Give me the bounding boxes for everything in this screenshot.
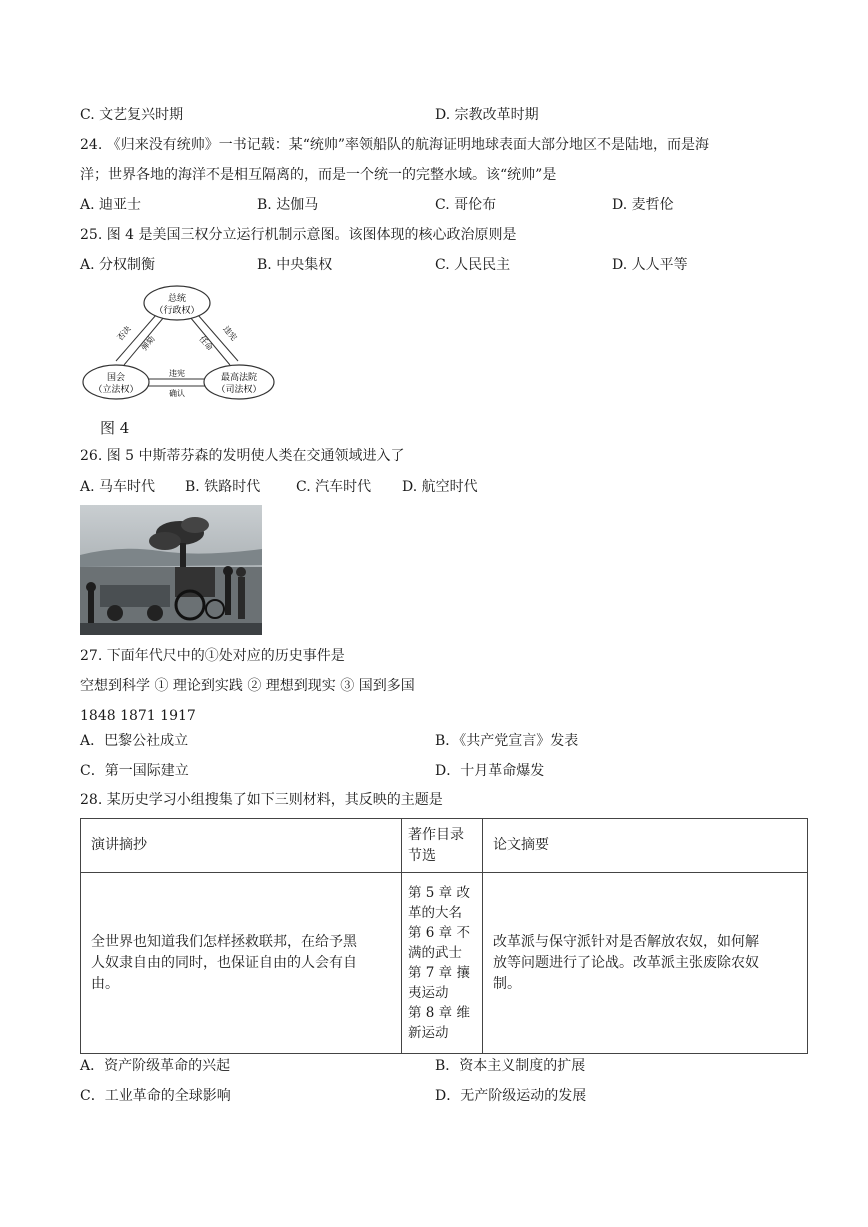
edge-label-veto: 否决 — [115, 324, 133, 343]
abstract-line-3: 制。 — [493, 975, 521, 992]
q26-option-d: D. 航空时代 — [402, 479, 478, 495]
abstract-line-2: 放等问题进行了论战。改革派主张废除农奴 — [493, 954, 759, 971]
edge-label-unconstitutional-right: 违宪 — [221, 324, 239, 343]
contents-line-3: 第 6 章 不 — [408, 925, 470, 941]
q26-option-b: B. 铁路时代 — [185, 479, 261, 495]
separation-of-powers-diagram — [78, 283, 278, 408]
contents-line-2: 革的大名 — [408, 905, 462, 921]
node-court-line1: 最高法院 — [220, 373, 258, 383]
edge-label-appoint: 任命 — [197, 334, 215, 353]
speech-line-1: 全世界也知道我们怎样拯救联邦，在给予黑 — [91, 933, 357, 950]
q27-option-b: B．《共产党宣言》发表 — [435, 733, 579, 749]
q24-option-c: C. 哥伦布 — [435, 197, 497, 213]
header-book-contents-line1: 著作目录 — [408, 826, 464, 843]
abstract-line-1: 改革派与保守派针对是否解放农奴，如何解 — [493, 933, 759, 950]
q26-stem: 26. 图 5 中斯蒂芬森的发明使人类在交通领域进入了 — [80, 448, 405, 464]
q28-stem: 28. 某历史学习小组搜集了如下三则材料，其反映的主题是 — [80, 792, 443, 808]
edge-label-impeach: 弹劾 — [139, 334, 157, 353]
speech-line-2: 人奴隶自由的同时，也保证自由的人会有自 — [91, 954, 357, 971]
header-paper-abstract: 论文摘要 — [483, 819, 808, 873]
node-congress-line2: （立法权） — [93, 385, 139, 395]
edge-label-unconstitutional-bottom: 违宪 — [169, 369, 185, 378]
header-book-contents-line2: 节选 — [408, 847, 436, 864]
materials-table — [80, 818, 808, 1054]
contents-line-8: 新运动 — [408, 1025, 449, 1041]
q27-option-a: A．巴黎公社成立 — [80, 733, 189, 749]
q28-option-c: C．工业革命的全球影响 — [80, 1088, 231, 1104]
q26-option-c: C. 汽车时代 — [296, 479, 372, 495]
edge-label-confirm: 确认 — [169, 389, 185, 398]
q26-option-a: A. 马车时代 — [80, 479, 156, 495]
contents-line-4: 满的武士 — [408, 945, 462, 961]
stephenson-locomotive-image — [80, 505, 262, 635]
q25-option-d: D. 人人平等 — [612, 257, 688, 273]
q24-option-b: B. 达伽马 — [257, 197, 319, 213]
q25-option-a: A. 分权制衡 — [80, 257, 156, 273]
q24-stem-line2: 洋；世界各地的海洋不是相互隔离的，而是一个统一的完整水域。该“统帅”是 — [80, 167, 557, 183]
q24-option-a: A. 迪亚士 — [80, 197, 142, 213]
q28-option-b: B．资本主义制度的扩展 — [435, 1058, 586, 1074]
q28-option-d: D．无产阶级运动的发展 — [435, 1088, 587, 1104]
cell-speech-excerpt — [81, 873, 402, 1054]
q24-stem-line1: 24. 《归来没有统帅》一书记载：某“统帅”率领船队的航海证明地球表面大部分地区不是陆地，而是海 — [80, 137, 710, 153]
contents-line-1: 第 5 章 改 — [408, 885, 470, 901]
contents-line-5: 第 7 章 攘 — [408, 965, 470, 981]
q23-option-c: C. 文艺复兴时期 — [80, 107, 184, 123]
speech-line-3: 由。 — [91, 975, 119, 992]
figure-4-label: 图 4 — [100, 419, 130, 437]
q28-option-a: A．资产阶级革命的兴起 — [80, 1058, 231, 1074]
contents-line-7: 第 8 章 维 — [408, 1005, 470, 1021]
node-court-line2: （司法权） — [216, 385, 262, 395]
q27-option-c: C．第一国际建立 — [80, 763, 189, 779]
contents-line-6: 夷运动 — [408, 985, 449, 1001]
q27-timeline-years: 1848 1871 1917 — [80, 708, 196, 724]
cell-book-contents — [402, 873, 483, 1054]
node-congress-line1: 国会 — [106, 373, 126, 383]
node-president-line2: （行政权） — [154, 306, 200, 316]
header-speech-excerpt: 演讲摘抄 — [81, 819, 402, 873]
header-book-contents — [402, 819, 483, 873]
cell-paper-abstract — [483, 873, 808, 1054]
q25-stem: 25. 图 4 是美国三权分立运行机制示意图。该图体现的核心政治原则是 — [80, 227, 517, 243]
q25-option-c: C. 人民民主 — [435, 257, 511, 273]
q23-option-d: D. 宗教改革时期 — [435, 107, 539, 123]
q25-option-b: B. 中央集权 — [257, 257, 333, 273]
q27-timeline-text: 空想到科学 ① 理论到实践 ② 理想到现实 ③ 国到多国 — [80, 678, 415, 694]
q24-option-d: D. 麦哲伦 — [612, 197, 674, 213]
node-president-line1: 总统 — [167, 294, 187, 304]
q27-stem: 27. 下面年代尺中的①处对应的历史事件是 — [80, 648, 345, 664]
q27-option-d: D．十月革命爆发 — [435, 763, 545, 779]
